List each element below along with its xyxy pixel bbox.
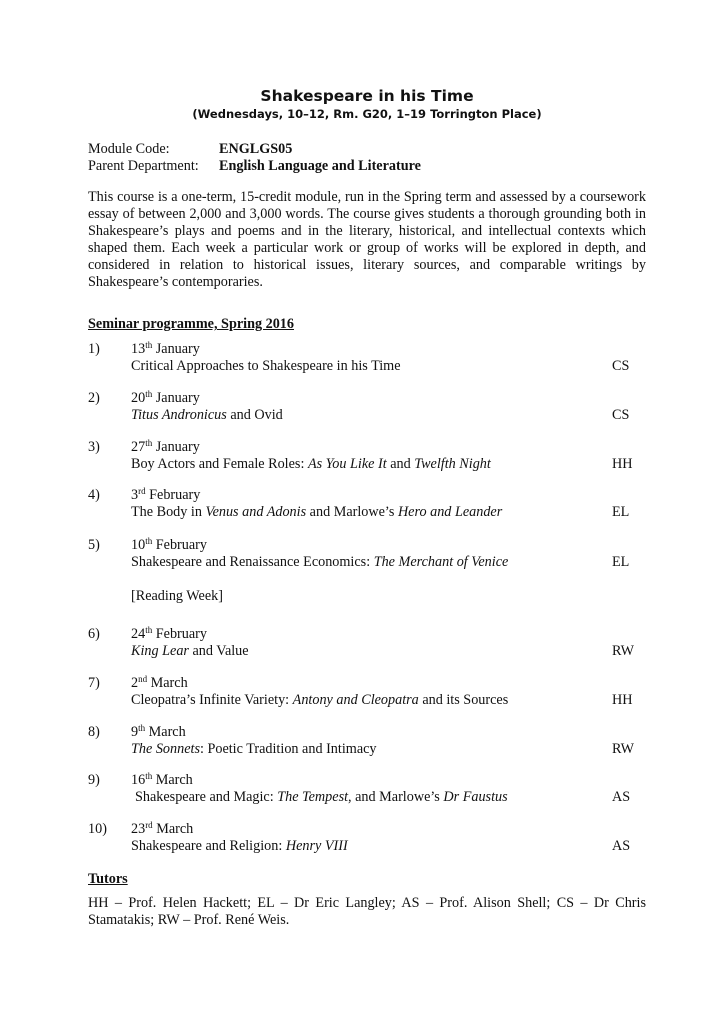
seminar-date (131, 341, 200, 358)
seminar-entry (88, 341, 646, 375)
seminar-tutor: EL (612, 504, 630, 520)
seminar-tutor: HH (612, 692, 633, 708)
work-title: The Tempest (277, 789, 349, 805)
seminar-programme-heading: Seminar programme, Spring 2016 (88, 316, 294, 332)
topic-text: and Value (188, 643, 249, 659)
seminar-month: January (152, 390, 200, 406)
seminar-day: 24 (131, 626, 146, 642)
topic-text: : Poetic Tradition and Intimacy (199, 741, 377, 757)
seminar-day-suffix: th (145, 536, 153, 546)
parent-department-value: English Language and Literature (219, 158, 421, 174)
topic-text: Shakespeare and Religion: (131, 838, 286, 854)
seminar-tutor: RW (612, 643, 635, 659)
seminar-number: 8) (88, 724, 100, 740)
seminar-day-suffix: nd (138, 674, 148, 684)
seminar-date (131, 626, 207, 643)
seminar-tutor: AS (612, 838, 631, 854)
seminar-entry (88, 675, 646, 709)
seminar-tutor: EL (612, 554, 630, 570)
work-title: Henry VIII (285, 838, 348, 854)
seminar-day: 3 (131, 487, 139, 503)
seminar-day: 9 (131, 724, 139, 740)
seminar-topic (131, 456, 491, 473)
seminar-tutor: CS (612, 407, 630, 423)
seminar-tutor: RW (612, 741, 635, 757)
work-title: Dr Faustus (443, 789, 508, 805)
topic-text: and Ovid (226, 407, 283, 423)
seminar-month: March (145, 724, 186, 740)
tutors-heading: Tutors (88, 871, 128, 887)
topic-text: Boy Actors and Female Roles: (131, 456, 308, 472)
topic-text: and Marlowe’s (306, 504, 398, 520)
seminar-entry (88, 487, 646, 521)
seminar-number: 7) (88, 675, 100, 691)
seminar-tutor: CS (612, 358, 630, 374)
module-code-value: ENGLGS05 (219, 141, 293, 157)
seminar-day-suffix: th (145, 625, 153, 635)
seminar-day-suffix: th (145, 771, 153, 781)
work-title: The Sonnets (131, 741, 200, 757)
seminar-entry (88, 626, 646, 660)
seminar-topic (135, 789, 508, 806)
seminar-month: March (147, 675, 188, 691)
page-title: Shakespeare in his Time (260, 87, 474, 105)
seminar-day: 10 (131, 537, 146, 553)
topic-text: Shakespeare and Magic: (135, 789, 278, 805)
topic-text: and its Sources (418, 692, 509, 708)
seminar-date (131, 675, 188, 692)
seminar-date (131, 821, 193, 838)
seminar-entry (88, 772, 646, 806)
seminar-date (131, 724, 186, 741)
seminar-day-suffix: th (145, 340, 153, 350)
seminar-date (131, 537, 207, 554)
seminar-topic (131, 692, 508, 709)
topic-text: , and Marlowe’s (348, 789, 444, 805)
seminar-number: 2) (88, 390, 100, 406)
seminar-date (131, 772, 193, 789)
parent-department-label: Parent Department: (88, 158, 199, 174)
seminar-month: January (152, 439, 200, 455)
work-title: Venus and Adonis (205, 504, 307, 520)
seminar-topic (131, 554, 508, 571)
work-title: Hero and Leander (397, 504, 503, 520)
seminar-topic (131, 741, 377, 758)
seminar-number: 4) (88, 487, 100, 503)
tutors-list: HH – Prof. Helen Hackett; EL – Dr Eric Langley; AS – Prof. Alison Shell; CS – Dr Chris Stamatakis; RW – Prof. René Weis. (88, 895, 646, 928)
reading-week: [Reading Week] (131, 588, 223, 604)
seminar-month: February (145, 487, 201, 503)
seminar-entry (88, 390, 646, 424)
page-subtitle: (Wednesdays, 10–12, Rm. G20, 1–19 Torrington Place) (192, 107, 542, 121)
seminar-day: 23 (131, 821, 146, 837)
seminar-number: 1) (88, 341, 100, 357)
seminar-topic (131, 407, 283, 424)
seminar-topic (131, 643, 249, 660)
module-code-label: Module Code: (88, 141, 170, 157)
seminar-date (131, 487, 200, 504)
seminar-date (131, 390, 200, 407)
seminar-day-suffix: rd (145, 820, 153, 830)
seminar-number: 10) (88, 821, 107, 837)
topic-text: Critical Approaches to Shakespeare in his Time (131, 358, 401, 374)
seminar-day: 2 (131, 675, 139, 691)
course-description: This course is a one-term, 15-credit module, run in the Spring term and assessed by a coursework essay of between 2,000 and 3,000 words. The course gives students a thorough grounding both in Shakespeare’s plays and poems and in the literary, historical, and intellectual contexts which shaped them. Each week a particular work or group of works will be explored in depth, and considered in relation to historical issues, literary sources, and comparable writings by Shakespeare’s contemporaries. (88, 189, 646, 290)
topic-text: Shakespeare and Renaissance Economics: (131, 554, 374, 570)
seminar-entry (88, 724, 646, 758)
seminar-day-suffix: th (145, 389, 153, 399)
seminar-day: 13 (131, 341, 146, 357)
seminar-day-suffix: rd (138, 486, 146, 496)
seminar-number: 6) (88, 626, 100, 642)
work-title: The Merchant of Venice (373, 554, 509, 570)
seminar-number: 3) (88, 439, 100, 455)
document-page (88, 0, 646, 1024)
seminar-topic (131, 504, 502, 521)
topic-text: and (386, 456, 415, 472)
seminar-date (131, 439, 200, 456)
seminar-entry (88, 439, 646, 473)
seminar-entry (88, 537, 646, 571)
seminar-number: 5) (88, 537, 100, 553)
topic-text: Cleopatra’s Infinite Variety: (131, 692, 293, 708)
work-title: Antony and Cleopatra (292, 692, 419, 708)
work-title: Twelfth Night (414, 456, 491, 472)
seminar-month: January (152, 341, 200, 357)
seminar-topic (131, 838, 348, 855)
seminar-month: February (152, 537, 207, 553)
seminar-day-suffix: th (145, 438, 153, 448)
work-title: King Lear (131, 643, 189, 659)
seminar-day: 20 (131, 390, 146, 406)
seminar-month: February (152, 626, 207, 642)
seminar-month: March (152, 821, 194, 837)
seminar-number: 9) (88, 772, 100, 788)
seminar-day: 27 (131, 439, 146, 455)
work-title: As You Like It (307, 456, 387, 472)
seminar-month: March (152, 772, 193, 788)
seminar-tutor: AS (612, 789, 631, 805)
seminar-day: 16 (131, 772, 146, 788)
seminar-entry (88, 821, 646, 855)
work-title: Titus Andronicus (131, 407, 227, 423)
seminar-tutor: HH (612, 456, 633, 472)
seminar-day-suffix: th (138, 723, 146, 733)
seminar-topic (131, 358, 401, 375)
topic-text: The Body in (131, 504, 206, 520)
